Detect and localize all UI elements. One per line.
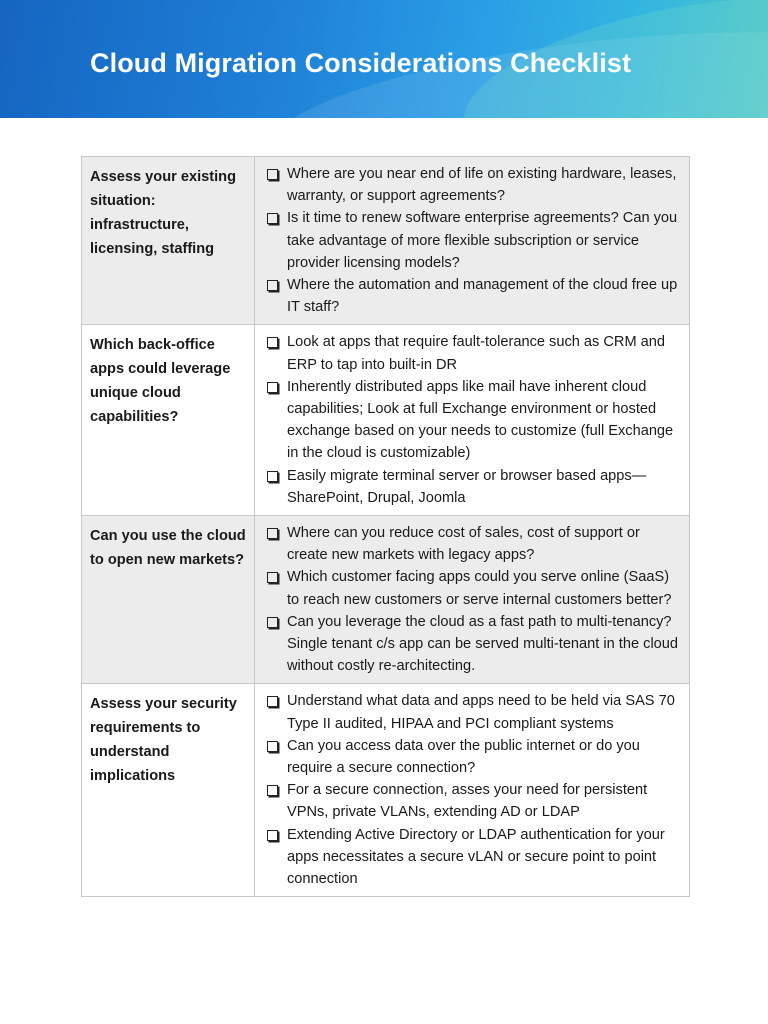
checklist-item-text: For a secure connection, asses your need for persistent VPNs, private VLANs, extending AD or LDAP [287, 782, 648, 821]
checkbox-icon [267, 696, 278, 707]
row-question: Which back-office apps could leverage unique cloud capabilities? [82, 325, 255, 516]
checklist-item [265, 735, 683, 779]
checklist-item [265, 274, 683, 318]
row-items-cell [255, 516, 690, 684]
checklist-item [265, 207, 683, 274]
checkbox-icon [267, 471, 278, 482]
checklist-item-text: Look at apps that require fault-tolerance such as CRM and ERP to tap into built-in DR [287, 334, 666, 373]
checklist-item [265, 465, 683, 509]
checklist-item-text: Can you leverage the cloud as a fast path to multi-tenancy? Single tenant c/s app can be served multi-tenant in the cloud without costly re-architecting. [287, 613, 679, 675]
page-title: Cloud Migration Considerations Checklist [90, 48, 632, 78]
checklist-item [265, 824, 683, 891]
checklist-row [82, 157, 690, 325]
checklist-row [82, 516, 690, 684]
row-items-cell [255, 684, 690, 897]
checklist-item-text: Extending Active Directory or LDAP authentication for your apps necessitates a secure vLAN or secure point to point connection [287, 826, 665, 888]
checkbox-icon [267, 617, 278, 628]
checklist-items [265, 331, 683, 509]
checklist-item-text: Is it time to renew software enterprise agreements? Can you take advantage of more flexible subscription or service provider licensing models? [287, 210, 678, 271]
checkbox-icon [267, 830, 278, 841]
row-question: Assess your security requirements to understand implications [82, 684, 255, 897]
checklist-item [265, 779, 683, 823]
checkbox-icon [267, 382, 278, 393]
checklist-row [82, 325, 690, 516]
checklist-item [265, 522, 683, 566]
checklist-row [82, 684, 690, 897]
checklist-item-text: Where are you near end of life on existing hardware, leases, warranty, or support agreements? [287, 166, 677, 205]
checklist-item [265, 566, 683, 610]
checkbox-icon [267, 572, 278, 583]
checklist-item [265, 376, 683, 465]
checklist-items [265, 522, 683, 677]
checklist-item [265, 611, 683, 678]
row-question: Assess your existing situation: infrastructure, licensing, staffing [82, 157, 255, 325]
row-items-cell [255, 325, 690, 516]
checklist-item-text: Where can you reduce cost of sales, cost of support or create new markets with legacy apps? [287, 525, 640, 564]
checklist-item [265, 690, 683, 734]
checklist-item-text: Easily migrate terminal server or browser based apps—SharePoint, Drupal, Joomla [287, 467, 647, 506]
checklist-item [265, 331, 683, 375]
checkbox-icon [267, 280, 278, 291]
checklist-items [265, 163, 683, 318]
checkbox-icon [267, 169, 278, 180]
checkbox-icon [267, 785, 278, 796]
checklist-table [81, 156, 690, 897]
row-items-cell [255, 157, 690, 325]
checkbox-icon [267, 528, 278, 539]
checkbox-icon [267, 337, 278, 348]
checklist-item-text: Where the automation and management of the cloud free up IT staff? [287, 277, 678, 316]
checklist-item-text: Can you access data over the public internet or do you require a secure connection? [287, 737, 640, 777]
checklist-item-text: Which customer facing apps could you serve online (SaaS) to reach new customers or serve internal customers better? [287, 569, 672, 608]
checklist-items [265, 690, 683, 890]
checkbox-icon [267, 213, 278, 224]
row-question: Can you use the cloud to open new markets? [82, 516, 255, 684]
checklist-item-text: Inherently distributed apps like mail have inherent cloud capabilities; Look at full Exchange environment or hosted exchange based on your needs to customize (full Exchange in the cloud is customizable) [287, 378, 674, 462]
checkbox-icon [267, 741, 278, 752]
checklist-item [265, 163, 683, 207]
checklist-item-text: Understand what data and apps need to be held via SAS 70 Type II audited, HIPAA and PCI compliant systems [287, 693, 675, 732]
header-banner [0, 0, 768, 118]
